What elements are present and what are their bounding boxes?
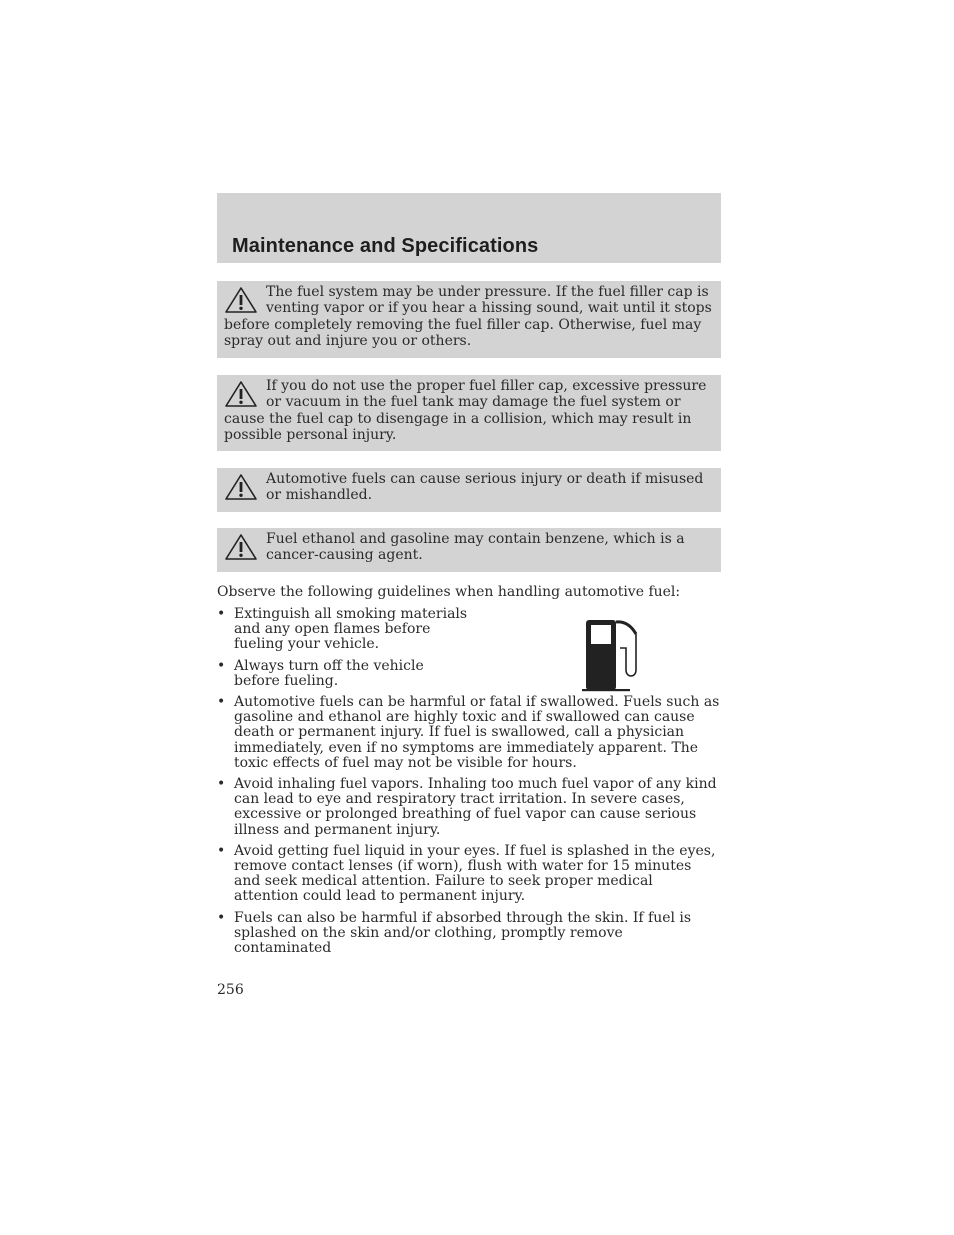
list-item: • Fuels can also be harmful if absorbed through the skin. If fuel is splashed on the skin and/or clothing, promptly remove contaminated: [217, 909, 692, 957]
guidelines-intro: Observe the following guidelines when handling automotive fuel:: [217, 584, 681, 600]
section-header: [217, 193, 721, 263]
list-item: • Extinguish all smoking materials and any open flames before fueling your vehicle.: [217, 606, 468, 653]
list-item: • Avoid getting fuel liquid in your eyes. If fuel is splashed in the eyes, remove contact lenses (if worn), flush with water for 15 minutes and seek medical attention. Failure to seek proper medical attention could lead to permanent injury.: [217, 842, 716, 905]
bullet-dot: •: [217, 776, 226, 793]
bullet-dot: •: [217, 606, 226, 622]
warning-triangle-icon: [224, 286, 258, 314]
warning-box-benzene: [217, 528, 721, 572]
bullet-dot: •: [217, 842, 226, 859]
warning-box-fuels: [217, 468, 721, 512]
warning-text: If you do not use the proper fuel filler cap, excessive pressure or vacuum in the fuel tank may damage the fuel system or cause the fuel cap to disengage in a collision, which may result in possible personal injury.: [224, 378, 707, 443]
warning-triangle-icon: [224, 380, 258, 408]
warning-text: Fuel ethanol and gasoline may contain benzene, which is a cancer-causing agent.: [266, 531, 685, 564]
bullet-dot: •: [217, 694, 226, 711]
warning-triangle-icon: [224, 473, 258, 501]
warning-triangle-icon: [224, 533, 258, 561]
bullet-dot: •: [217, 657, 226, 674]
list-item: • Avoid inhaling fuel vapors. Inhaling too much fuel vapor of any kind can lead to eye and respiratory tract irritation. In severe cases, excessive or prolonged breathing of fuel vapor can cause serious illness and permanent injury.: [217, 776, 717, 838]
list-item: • Always turn off the vehicle before fueling.: [217, 657, 424, 689]
warning-text: The fuel system may be under pressure. If the fuel filler cap is venting vapor or if you hear a hissing sound, wait until it stops before completely removing the fuel filler cap. Otherwise, fuel may spray out and injure you or others.: [224, 284, 712, 349]
warning-box-filler-cap: [217, 375, 721, 451]
page-number: 256: [217, 982, 244, 998]
fuel-guidelines-list: [217, 607, 721, 962]
bullet-dot: •: [217, 909, 226, 926]
warning-text: Automotive fuels can cause serious injury or death if misused or mishandled.: [266, 471, 704, 504]
list-item: • Automotive fuels can be harmful or fatal if swallowed. Fuels such as gasoline and ethanol are highly toxic and if swallowed can cause death or permanent injury. If fuel is swallowed, call a physician immediately, even if no symptoms are immediately apparent. The toxic effects of fuel may not be visible for hours.: [217, 694, 720, 771]
page-title: Maintenance and Specifications: [232, 235, 539, 257]
warning-box-pressure: [217, 281, 721, 358]
